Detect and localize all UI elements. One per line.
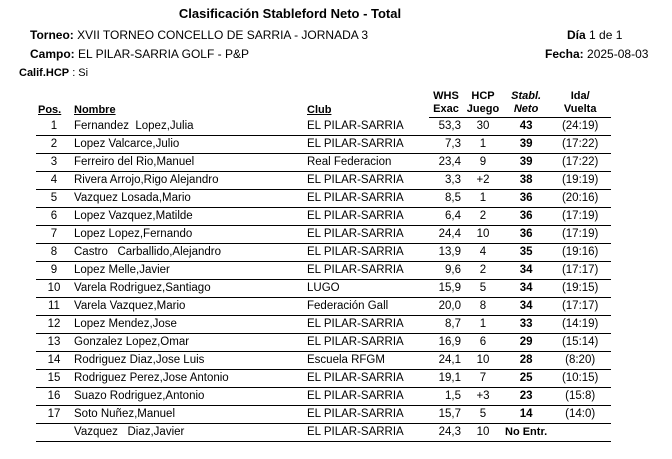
cell-pos: 7 (36, 226, 72, 244)
cell-club: EL PILAR-SARRIA (305, 244, 429, 262)
table-row (36, 298, 611, 316)
cell-pos: 2 (36, 136, 72, 154)
cell-stableford: 36 (503, 226, 549, 244)
cell-stableford: 25 (503, 370, 549, 388)
table-row (36, 172, 611, 190)
cell-club: EL PILAR-SARRIA (305, 316, 429, 334)
cell-hcp: 7 (463, 370, 503, 388)
cell-whs: 8,7 (429, 316, 463, 334)
cell-club: EL PILAR-SARRIA (305, 334, 429, 352)
cell-ida-vuelta: (19:19) (549, 172, 611, 190)
cell-club: EL PILAR-SARRIA (305, 172, 429, 190)
fecha-value: 2025-08-03 (587, 47, 649, 61)
cell-stableford: 14 (503, 406, 549, 424)
cell-pos: 10 (36, 280, 72, 298)
cell-club: EL PILAR-SARRIA (305, 118, 429, 136)
cell-pos: 8 (36, 244, 72, 262)
torneo-label: Torneo: (30, 28, 74, 42)
cell-club: EL PILAR-SARRIA (305, 406, 429, 424)
cell-club: EL PILAR-SARRIA (305, 226, 429, 244)
fecha-label: Fecha: (545, 47, 584, 61)
cell-whs: 7,3 (429, 136, 463, 154)
header-ida-line2: Vuelta (563, 103, 597, 115)
campo-line (30, 47, 249, 61)
cell-whs: 19,1 (429, 370, 463, 388)
cell-whs: 8,5 (429, 190, 463, 208)
header-pos: Pos. (38, 103, 62, 116)
cell-club: EL PILAR-SARRIA (305, 370, 429, 388)
cell-ida-vuelta: (17:19) (549, 208, 611, 226)
campo-label: Campo: (30, 47, 75, 61)
cell-whs: 24,1 (429, 352, 463, 370)
cell-nombre: Rodriguez Diaz,Jose Luis (72, 352, 305, 370)
table-row (36, 406, 611, 424)
cell-pos: 6 (36, 208, 72, 226)
cell-hcp: 5 (463, 406, 503, 424)
cell-club: EL PILAR-SARRIA (305, 262, 429, 280)
table-row (36, 370, 611, 388)
cell-whs: 15,9 (429, 280, 463, 298)
cell-whs: 9,6 (429, 262, 463, 280)
cell-ida-vuelta (549, 424, 611, 442)
cell-whs: 13,9 (429, 244, 463, 262)
cell-stableford: 39 (503, 136, 549, 154)
cell-stableford: 35 (503, 244, 549, 262)
cell-club: EL PILAR-SARRIA (305, 424, 429, 442)
cell-nombre: Lopez Melle,Javier (72, 262, 305, 280)
table-row (36, 388, 611, 406)
cell-nombre: Fernandez Lopez,Julia (72, 118, 305, 136)
cell-nombre: Ferreiro del Rio,Manuel (72, 154, 305, 172)
cell-ida-vuelta: (15:14) (549, 334, 611, 352)
torneo-value: XVII TORNEO CONCELLO DE SARRIA - JORNADA 3 (77, 28, 369, 42)
cell-ida-vuelta: (15:8) (549, 388, 611, 406)
header-hcp-line2: Juego (466, 103, 500, 115)
cell-hcp: 2 (463, 262, 503, 280)
header-hcp-line1: HCP (471, 90, 495, 102)
cell-ida-vuelta: (19:16) (549, 244, 611, 262)
header-ida-vuelta (549, 90, 611, 118)
cell-hcp: 1 (463, 190, 503, 208)
cell-whs: 20,0 (429, 298, 463, 316)
cell-hcp: 1 (463, 136, 503, 154)
cell-club: EL PILAR-SARRIA (305, 388, 429, 406)
cell-hcp: 30 (463, 118, 503, 136)
cell-stableford: 33 (503, 316, 549, 334)
cell-ida-vuelta: (17:17) (549, 298, 611, 316)
cell-hcp: 8 (463, 298, 503, 316)
header-whs (429, 90, 463, 118)
table-row (36, 262, 611, 280)
cell-stableford: 34 (503, 262, 549, 280)
cell-nombre: Castro Carballido,Alejandro (72, 244, 305, 262)
cell-hcp: 10 (463, 424, 503, 442)
cell-nombre: Vazquez Diaz,Javier (72, 424, 305, 442)
cell-ida-vuelta: (20:16) (549, 190, 611, 208)
table-row (36, 244, 611, 262)
cell-nombre: Varela Vazquez,Mario (72, 298, 305, 316)
cell-club: Federación Gall (305, 298, 429, 316)
cell-hcp: +2 (463, 172, 503, 190)
cell-whs: 16,9 (429, 334, 463, 352)
cell-nombre: Rivera Arrojo,Rigo Alejandro (72, 172, 305, 190)
dia-line (567, 28, 622, 42)
cell-nombre: Gonzalez Lopez,Omar (72, 334, 305, 352)
cell-ida-vuelta: (17:22) (549, 154, 611, 172)
cell-pos: 16 (36, 388, 72, 406)
header-ida-line1: Ida/ (570, 90, 590, 102)
cell-ida-vuelta: (14:19) (549, 316, 611, 334)
cell-hcp: 10 (463, 352, 503, 370)
cell-club: LUGO (305, 280, 429, 298)
header-club: Club (307, 103, 332, 116)
cell-club: Real Federacion (305, 154, 429, 172)
cell-hcp: +3 (463, 388, 503, 406)
table-row (36, 190, 611, 208)
table-row (36, 334, 611, 352)
torneo-line (30, 28, 368, 42)
table-row (36, 280, 611, 298)
cell-nombre: Varela Rodriguez,Santiago (72, 280, 305, 298)
cell-stableford: 39 (503, 154, 549, 172)
campo-value: EL PILAR-SARRIA GOLF - P&P (78, 47, 249, 61)
table-row (36, 352, 611, 370)
cell-nombre: Lopez Mendez,Jose (72, 316, 305, 334)
header-stableford (503, 90, 549, 118)
cell-ida-vuelta: (24:19) (549, 118, 611, 136)
cell-whs: 24,4 (429, 226, 463, 244)
cell-whs: 3,3 (429, 172, 463, 190)
cell-pos: 15 (36, 370, 72, 388)
calif-label: Calif.HCP (19, 67, 70, 79)
cell-ida-vuelta: (19:15) (549, 280, 611, 298)
cell-ida-vuelta: (17:22) (549, 136, 611, 154)
dia-value: 1 de 1 (589, 28, 623, 42)
cell-ida-vuelta: (17:17) (549, 262, 611, 280)
cell-hcp: 5 (463, 280, 503, 298)
report-title: Clasificación Stableford Neto - Total (178, 6, 402, 21)
cell-club: EL PILAR-SARRIA (305, 136, 429, 154)
cell-hcp: 6 (463, 334, 503, 352)
cell-ida-vuelta: (10:15) (549, 370, 611, 388)
cell-nombre: Soto Nuñez,Manuel (72, 406, 305, 424)
table-row (36, 208, 611, 226)
cell-pos: 3 (36, 154, 72, 172)
cell-pos: 11 (36, 298, 72, 316)
table-header-row (36, 90, 611, 118)
header-stb-line1: Stabl. (511, 90, 542, 102)
table-row (36, 154, 611, 172)
cell-stableford: 28 (503, 352, 549, 370)
calif-line (19, 67, 88, 79)
results-body (36, 118, 611, 442)
table-row (36, 424, 611, 442)
cell-nombre: Vazquez Losada,Mario (72, 190, 305, 208)
cell-stableford: 29 (503, 334, 549, 352)
table-row (36, 316, 611, 334)
cell-hcp: 1 (463, 316, 503, 334)
header-nombre: Nombre (74, 103, 116, 116)
cell-nombre: Lopez Lopez,Fernando (72, 226, 305, 244)
cell-stableford: 34 (503, 280, 549, 298)
table-row (36, 136, 611, 154)
cell-stableford: 43 (503, 118, 549, 136)
cell-stableford: No Entr. (503, 424, 549, 442)
cell-stableford: 34 (503, 298, 549, 316)
cell-whs: 6,4 (429, 208, 463, 226)
cell-club: Escuela RFGM (305, 352, 429, 370)
cell-nombre: Suazo Rodriguez,Antonio (72, 388, 305, 406)
header-whs-line1: WHS (433, 90, 459, 102)
cell-pos (36, 424, 72, 442)
cell-nombre: Rodriguez Perez,Jose Antonio (72, 370, 305, 388)
cell-pos: 17 (36, 406, 72, 424)
cell-pos: 4 (36, 172, 72, 190)
cell-pos: 9 (36, 262, 72, 280)
cell-stableford: 38 (503, 172, 549, 190)
cell-whs: 1,5 (429, 388, 463, 406)
cell-nombre: Lopez Vazquez,Matilde (72, 208, 305, 226)
cell-club: EL PILAR-SARRIA (305, 190, 429, 208)
table-row (36, 118, 611, 136)
header-whs-line2: Exac (433, 103, 459, 115)
cell-whs: 15,7 (429, 406, 463, 424)
cell-ida-vuelta: (14:0) (549, 406, 611, 424)
cell-hcp: 4 (463, 244, 503, 262)
cell-club: EL PILAR-SARRIA (305, 208, 429, 226)
cell-pos: 12 (36, 316, 72, 334)
cell-hcp: 9 (463, 154, 503, 172)
cell-whs: 53,3 (429, 118, 463, 136)
cell-ida-vuelta: (17:19) (549, 226, 611, 244)
cell-pos: 1 (36, 118, 72, 136)
cell-nombre: Lopez Valcarce,Julio (72, 136, 305, 154)
cell-stableford: 36 (503, 190, 549, 208)
cell-hcp: 10 (463, 226, 503, 244)
header-hcp (463, 90, 503, 118)
cell-ida-vuelta: (8:20) (549, 352, 611, 370)
cell-whs: 23,4 (429, 154, 463, 172)
calif-value: : Si (72, 67, 89, 79)
cell-whs: 24,3 (429, 424, 463, 442)
cell-pos: 14 (36, 352, 72, 370)
header-stb-line2: Neto (513, 103, 539, 115)
cell-pos: 5 (36, 190, 72, 208)
cell-hcp: 2 (463, 208, 503, 226)
cell-stableford: 36 (503, 208, 549, 226)
cell-stableford: 23 (503, 388, 549, 406)
table-row (36, 226, 611, 244)
cell-pos: 13 (36, 334, 72, 352)
results-table (36, 90, 611, 442)
fecha-line (545, 47, 648, 61)
dia-label: Día (567, 28, 586, 42)
